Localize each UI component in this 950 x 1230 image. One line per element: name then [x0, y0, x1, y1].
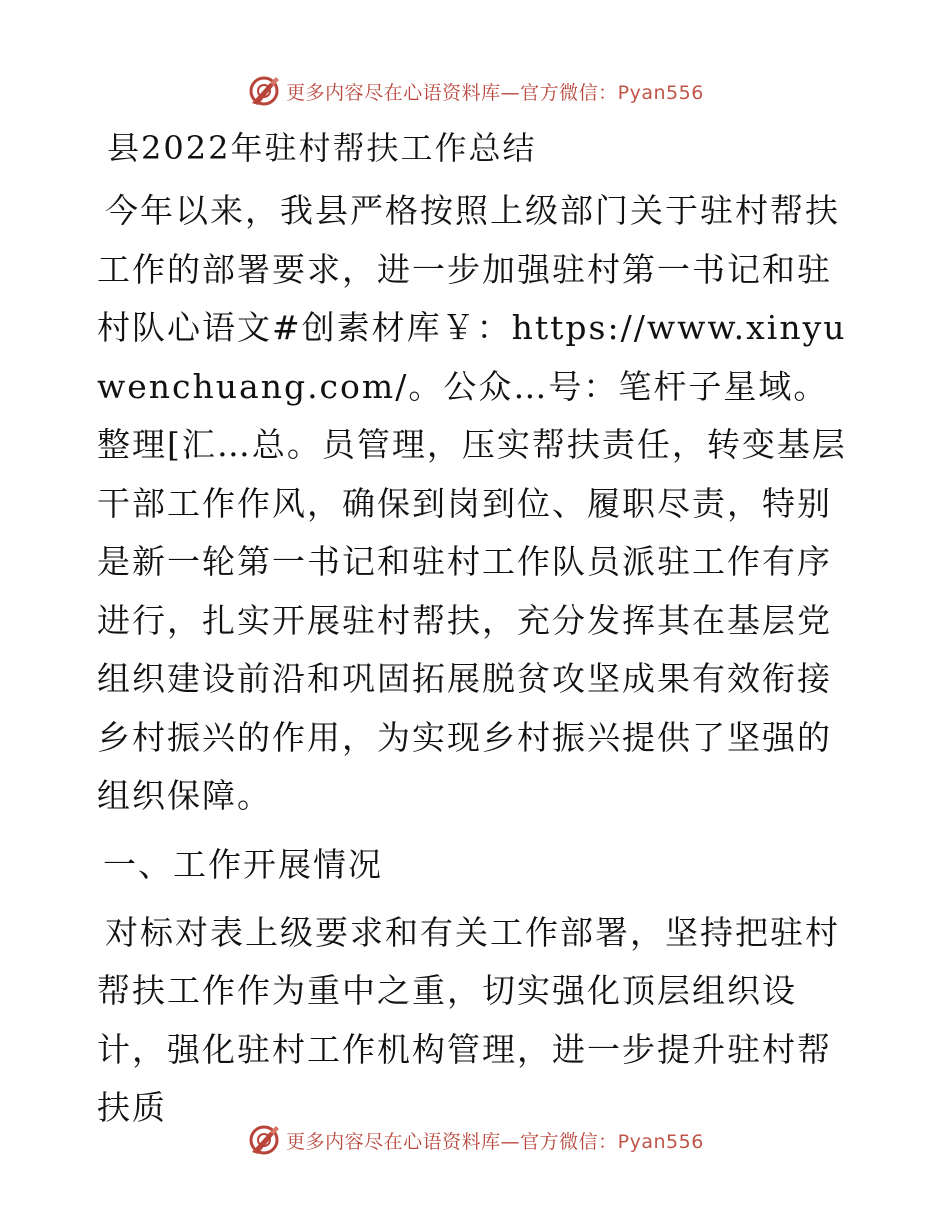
document-title: 县2022年驻村帮扶工作总结 [107, 129, 537, 167]
wechat-handle: Pyan556 [617, 1130, 704, 1153]
footer-banner [0, 1120, 950, 1160]
wechat-handle: Pyan556 [617, 81, 704, 104]
section-heading: 一、工作开展情况 [103, 844, 383, 884]
banner-text: 更多内容尽在心语资料库—官方微信：Pyan556 [286, 81, 704, 104]
paragraph-work-status: 对标对表上级要求和有关工作部署，坚持把驻村帮扶工作作为重中之重，切实强化顶层组织设计，强化驻村工作机构管理，进一步提升驻村帮扶质 [97, 912, 840, 1127]
paragraph-intro: 今年以来，我县严格按照上级部门关于驻村帮扶工作的部署要求，进一步加强驻村第一书记和驻村队心语文#创素材库￥：https://www.xinyuwenchuang.com/。公众…号：笔杆子星域。整理[汇…总。员管理，压实帮扶责任，转变基层干部工作作风，确保到岗到位、履职尽责，特别是新一轮第一书记和驻村工作队员派驻工作有序进行，扎实开展驻村帮扶，充分发挥其在基层党组织建设前沿和巩固拓展脱贫攻坚成果有效衔接乡村振兴的作用，为实现乡村振兴提供了坚强的组织保障。 [97, 191, 847, 815]
pen-logo-icon [246, 1122, 282, 1158]
banner-text: 更多内容尽在心语资料库—官方微信：Pyan556 [286, 1130, 704, 1153]
document-body [97, 120, 857, 1138]
header-banner [0, 71, 950, 111]
pen-logo-icon [246, 73, 282, 109]
